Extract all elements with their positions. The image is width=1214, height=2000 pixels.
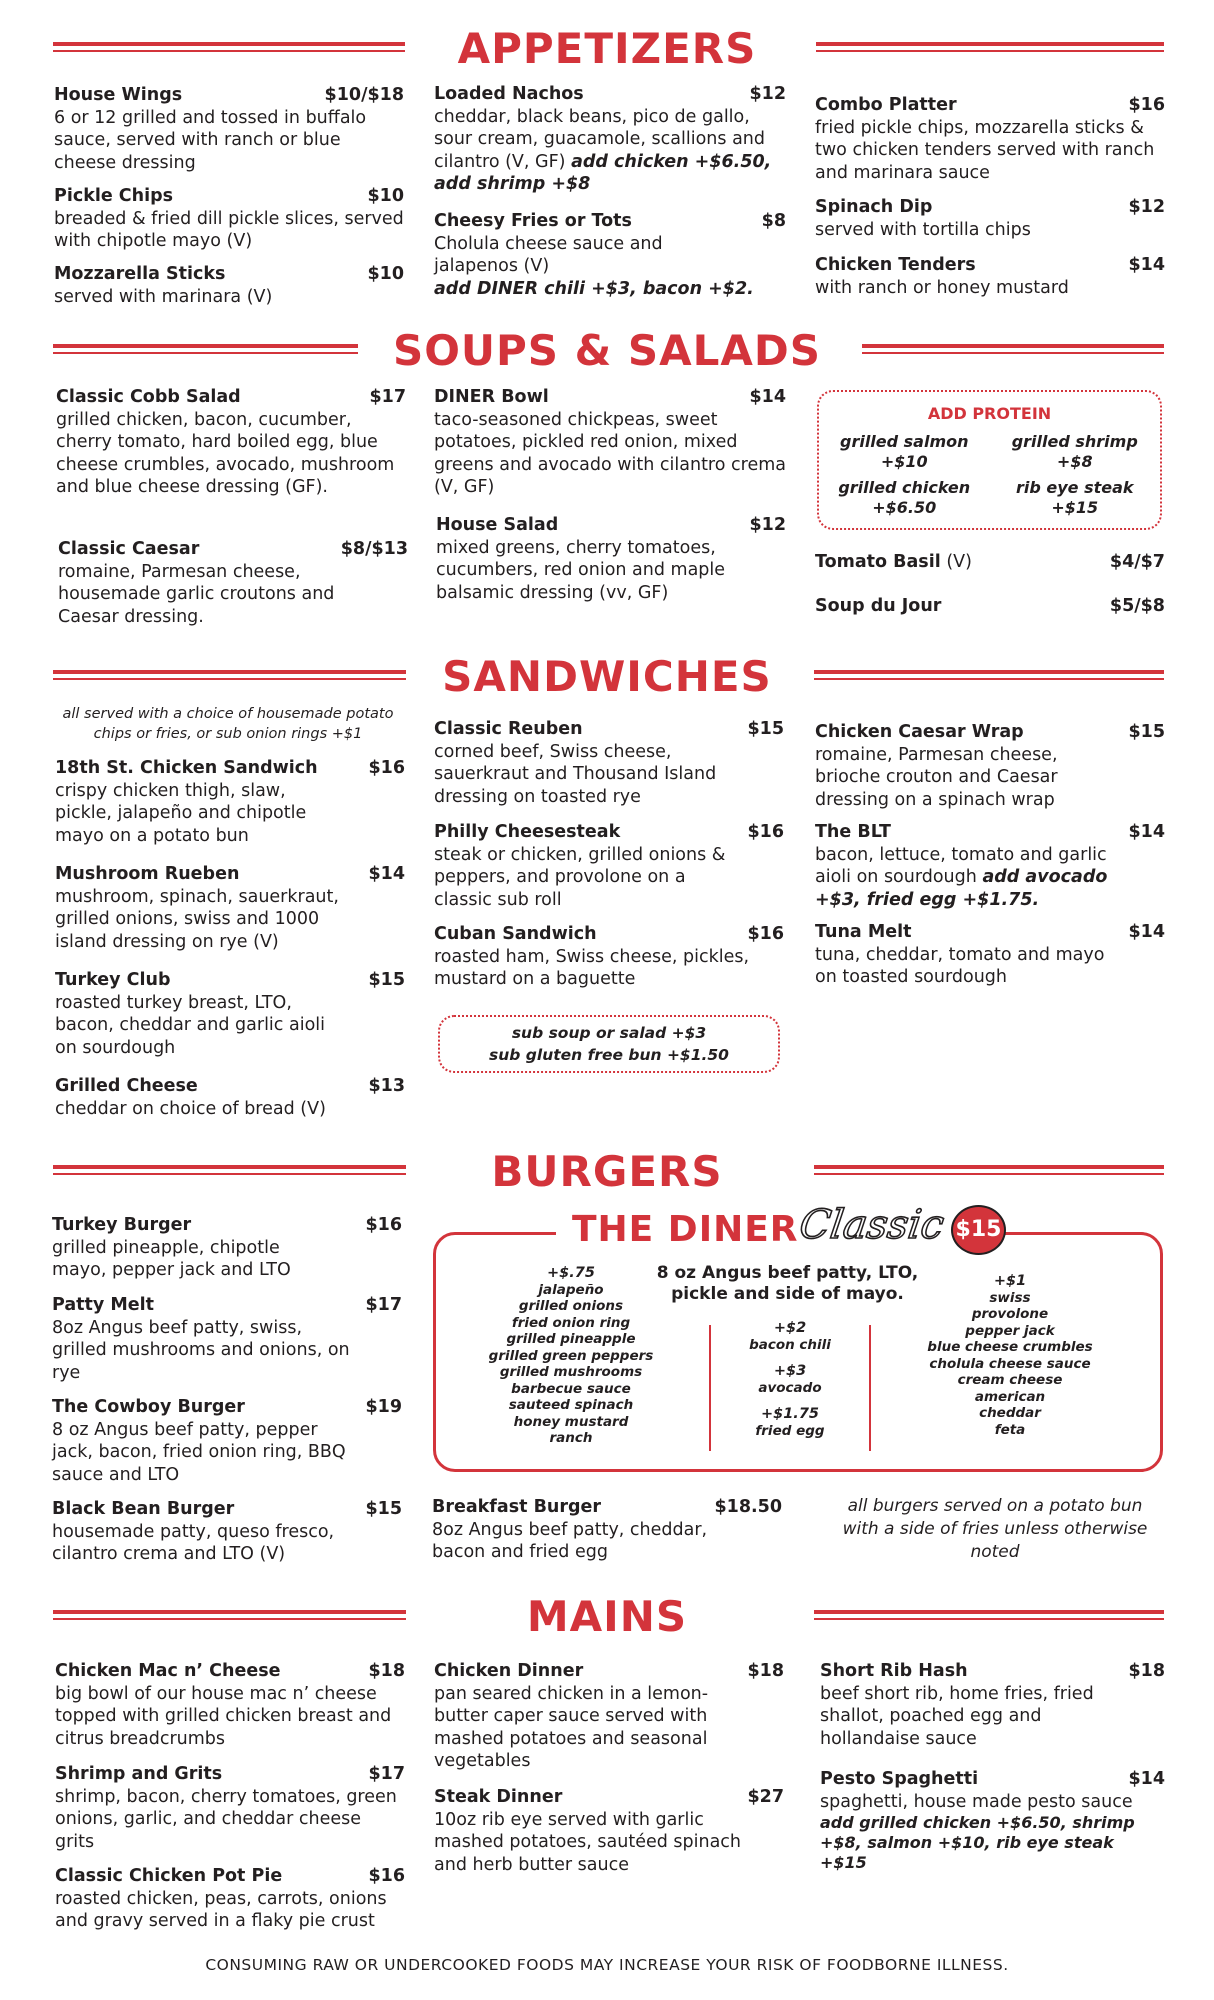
add-protein-box [817,390,1162,530]
menu-item-caesar-wrap [815,721,1165,811]
menu-item-18th-chicken [55,757,405,847]
item-name: Loaded Nachos [434,84,584,104]
item-price: $16 [365,1215,402,1235]
item-price: $18 [368,1661,405,1681]
item-name: Spinach Dip [815,197,933,217]
item-desc: served with marinara (V) [54,286,273,307]
item-name: Philly Cheesesteak [434,822,621,842]
sub-soup-salad: sub soup or salad +$3 [511,1024,707,1042]
item-desc: beef short rib, home fries, fried shallot, poached egg and hollandaise sauce [820,1683,1094,1749]
item-desc: housemade patty, queso fresco, cilantro crema and LTO (V) [52,1521,335,1564]
menu-item-philly [434,821,784,911]
item-name: House Salad [436,515,559,535]
menu-item-pesto-spaghetti [820,1768,1165,1873]
menu-item-classic-caesar [58,538,408,628]
item-price: $10/$18 [324,85,404,105]
item-name: Tuna Melt [815,922,912,942]
item-name: Turkey Club [55,970,171,990]
soups-title: SOUPS & SALADS [392,326,822,375]
burgers-header [0,1147,1214,1207]
sandwiches-title: SANDWICHES [442,652,772,701]
item-price: $16 [747,924,784,944]
item-desc: cheddar on choice of bread (V) [55,1098,326,1119]
mains-header [0,1592,1214,1652]
sandwiches-header [0,652,1214,712]
item-desc: roasted turkey breast, LTO, bacon, cheddar and garlic aioli on sourdough [55,992,325,1058]
item-name: Patty Melt [52,1295,155,1315]
item-desc: with ranch or honey mustard [815,277,1069,298]
menu-item-classic-reuben [434,718,784,808]
item-name: Chicken Caesar Wrap [815,722,1024,742]
header-rule-right [816,42,1164,52]
item-name: Grilled Cheese [55,1076,198,1096]
menu-item-combo-platter [815,94,1165,184]
item-name: Cuban Sandwich [434,924,597,944]
menu-item-pickle-chips [54,185,404,253]
item-desc: shrimp, bacon, cherry tomatoes, green onions, garlic, and cheddar cheese grits [55,1786,397,1852]
item-price: $27 [747,1787,784,1807]
menu-item-steak-dinner [434,1786,784,1876]
item-price: $17 [368,1764,405,1784]
protein-ribeye: rib eye steak +$15 [1015,478,1134,517]
item-desc: cheddar, black beans, pico de gallo, sour cream, guacamole, scallions and cilantro (V, GF) [434,106,765,172]
item-name: The BLT [815,822,891,842]
item-name: Mushroom Rueben [55,864,240,884]
item-desc: mixed greens, cherry tomatoes, cucumbers, red onion and maple balsamic dressing (vv, GF) [436,537,726,603]
item-name: 18th St. Chicken Sandwich [55,758,318,778]
item-desc: crispy chicken thigh, slaw, pickle, jalapeño and chipotle mayo on a potato bun [55,780,307,846]
menu-item-grilled-cheese [55,1075,405,1120]
item-name: Breakfast Burger [432,1497,602,1517]
menu-item-mushroom-rueben [55,863,405,953]
item-name: Combo Platter [815,95,957,115]
classic-desc: 8 oz Angus beef patty, LTO, pickle and side of mayo. [656,1263,919,1304]
menu-item-diner-bowl [434,386,786,499]
item-desc: fried pickle chips, mozzarella sticks & two chicken tenders served with ranch and marinara sauce [815,117,1155,183]
diner-classic-title: THE DINER [572,1209,799,1250]
menu-item-cobb-salad [56,386,406,499]
appetizers-header [0,24,1214,84]
mains-title: MAINS [526,1592,688,1641]
item-desc: romaine, Parmesan cheese, brioche crouton and Caesar dressing on a spinach wrap [815,744,1058,810]
item-price: $16 [747,822,784,842]
header-rule-right [814,1610,1164,1620]
menu-item-blt [815,821,1165,911]
item-desc: tuna, cheddar, tomato and mayo on toasted sourdough [815,944,1105,987]
item-desc: roasted chicken, peas, carrots, onions and gravy served in a flaky pie crust [55,1888,387,1931]
item-desc: 8 oz Angus beef patty, pepper jack, bacon, fried onion ring, BBQ sauce and LTO [52,1419,346,1485]
item-price: $8 [761,211,786,231]
item-extras: add DINER chili +$3, bacon +$2. [434,278,754,299]
item-price: $12 [1128,197,1165,217]
item-price: $10 [367,264,404,284]
item-price: $19 [365,1397,402,1417]
classic-col1: +$.75 jalapeño grilled onions fried onion ring grilled pineapple grilled green peppers grilled mushrooms barbecue sauce sauteed spinach honey mustard ranch [476,1265,666,1447]
item-desc: taco-seasoned chickpeas, sweet potatoes, pickled red onion, mixed greens and avocado with cilantro crema (V, GF) [434,409,786,497]
protein-chicken: grilled chicken +$6.50 [838,478,971,517]
item-price: $14 [1128,255,1165,275]
item-name: The Cowboy Burger [52,1397,245,1417]
item-price: $16 [368,758,405,778]
item-name: Pickle Chips [54,186,174,206]
item-price: $12 [749,84,786,104]
item-name: Classic Chicken Pot Pie [55,1866,283,1886]
item-price: $18 [747,1661,784,1681]
item-name: Steak Dinner [434,1787,563,1807]
menu-item-breakfast-burger [432,1496,782,1564]
menu-item-chicken-dinner [434,1660,784,1773]
item-name: Cheesy Fries or Tots [434,211,632,231]
item-desc: corned beef, Swiss cheese, sauerkraut and Thousand Island dressing on toasted rye [434,741,717,807]
item-desc: 8oz Angus beef patty, cheddar, bacon and fried egg [432,1519,708,1562]
item-price: $14 [1128,1769,1165,1789]
menu-item-cheesy-fries [434,210,786,300]
item-desc: Cholula cheese sauce and jalapenos (V) [434,233,663,276]
menu-item-patty-melt [52,1294,402,1384]
item-price: $4/$7 [1109,552,1165,572]
item-price: $15 [747,719,784,739]
menu-item-loaded-nachos [434,83,786,196]
item-desc: steak or chicken, grilled onions & peppers, and provolone on a classic sub roll [434,844,726,910]
menu-item-black-bean-burger [52,1498,402,1566]
item-desc: mushroom, spinach, sauerkraut, grilled onions, swiss and 1000 island dressing on rye (V) [55,886,339,952]
item-price: $15 [1128,722,1165,742]
col1-price: +$.75 [547,1265,595,1281]
burgers-note: all burgers served on a potato bun with a side of fries unless otherwise noted [842,1496,1148,1562]
menu-item-short-rib-hash [820,1660,1165,1750]
item-desc: bacon, lettuce, tomato and garlic aioli on sourdough [815,844,1107,887]
item-desc: 8oz Angus beef patty, swiss, grilled mushrooms and onions, on rye [52,1317,350,1383]
item-price: $12 [749,515,786,535]
appetizers-title: APPETIZERS [457,24,757,73]
classic-price-badge: $15 [951,1205,1006,1255]
item-desc: pan seared chicken in a lemon-butter caper sauce served with mashed potatoes and seasonal vegetables [434,1683,709,1771]
item-extras: add avocado +$3, fried egg +$1.75. [815,867,1108,910]
sandwiches-note: all served with a choice of housemade potato chips or fries, or sub onion rings +$1 [62,706,394,742]
item-desc: big bowl of our house mac n’ cheese topped with grilled chicken breast and citrus breadcrumbs [55,1683,392,1749]
item-price: $15 [368,970,405,990]
sub-options-box [438,1015,780,1073]
add-protein-title: ADD PROTEIN [927,404,1052,423]
item-name: Mozzarella Sticks [54,264,226,284]
item-price: $16 [1128,95,1165,115]
menu-item-tuna-melt [815,921,1165,989]
menu-item-house-salad [436,514,786,604]
protein-shrimp: grilled shrimp +$8 [1011,432,1138,471]
item-desc: spaghetti, house made pesto sauce [820,1791,1133,1812]
divider-right [869,1325,871,1451]
item-tag: (V) [946,552,972,572]
menu-item-spinach-dip [815,196,1165,241]
item-name: Chicken Mac n’ Cheese [55,1661,281,1681]
item-price: $10 [367,186,404,206]
item-name: Tomato Basil [815,552,941,572]
header-rule-right [814,1165,1164,1175]
divider-left [709,1325,711,1451]
item-desc: 10oz rib eye served with garlic mashed potatoes, sautéed spinach and herb butter sauce [434,1809,742,1875]
item-name: Pesto Spaghetti [820,1769,979,1789]
item-name: House Wings [54,85,183,105]
item-desc: served with tortilla chips [815,219,1031,240]
classic-col2: +$2 bacon chili +$3 avocado +$1.75 fried egg [749,1320,831,1439]
menu-item-chicken-tenders [815,254,1165,299]
item-name: Soup du Jour [815,596,942,616]
item-price: $15 [365,1499,402,1519]
soups-header [0,326,1214,386]
item-name: Black Bean Burger [52,1499,235,1519]
item-desc: roasted ham, Swiss cheese, pickles, mustard on a baguette [434,946,750,989]
classic-col3: +$1 swiss provolone pepper jack blue cheese crumbles cholula cheese sauce cream cheese american cheddar feta [905,1273,1115,1438]
item-desc: grilled pineapple, chipotle mayo, pepper jack and LTO [52,1237,291,1280]
header-rule-right [862,344,1164,354]
item-price: $17 [365,1295,402,1315]
item-name: Shrimp and Grits [55,1764,223,1784]
item-name: Classic Reuben [434,719,583,739]
burgers-title: BURGERS [491,1147,723,1196]
item-price: $14 [749,387,786,407]
menu-item-shrimp-grits [55,1763,405,1853]
item-price: $18 [1128,1661,1165,1681]
item-price: $18.50 [714,1497,782,1517]
item-desc: romaine, Parmesan cheese, housemade garlic croutons and Caesar dressing. [58,561,335,627]
item-name: DINER Bowl [434,387,549,407]
item-price: $14 [1128,822,1165,842]
foodborne-disclaimer: CONSUMING RAW OR UNDERCOOKED FOODS MAY INCREASE YOUR RISK OF FOODBORNE ILLNESS. [205,1956,1009,1974]
menu-item-turkey-burger [52,1214,402,1282]
item-extras: add chicken +$6.50, add shrimp +$8 [434,151,772,194]
item-price: $13 [368,1076,405,1096]
item-price: $17 [369,387,406,407]
header-rule-right [814,670,1164,680]
menu-item-cuban [434,923,784,991]
item-desc: breaded & fried dill pickle slices, served with chipotle mayo (V) [54,208,404,251]
item-price: $16 [368,1866,405,1886]
item-desc: grilled chicken, bacon, cucumber, cherry tomato, hard boiled egg, blue cheese crumbles, avocado, mushroom and blue cheese dressing (GF). [56,409,395,497]
item-price: $8/$13 [340,539,408,559]
item-name: Classic Caesar [58,539,200,559]
menu-item-mozzarella-sticks [54,263,404,308]
classic-script: Classic [796,1202,947,1248]
item-desc: 6 or 12 grilled and tossed in buffalo sauce, served with ranch or blue cheese dressing [54,107,367,173]
item-price: $14 [368,864,405,884]
item-name: Chicken Dinner [434,1661,584,1681]
sub-gluten-free: sub gluten free bun +$1.50 [489,1046,729,1064]
menu-item-house-wings [54,84,404,174]
item-name: Turkey Burger [52,1215,192,1235]
menu-item-tomato-basil [815,551,1165,574]
item-extras: add grilled chicken +$6.50, shrimp +$8, salmon +$10, rib eye steak +$15 [820,1813,1135,1872]
menu-item-turkey-club [55,969,405,1059]
item-price: $5/$8 [1109,596,1165,616]
item-price: $14 [1128,922,1165,942]
menu-item-pot-pie [55,1865,405,1933]
item-name: Classic Cobb Salad [56,387,241,407]
item-name: Chicken Tenders [815,255,976,275]
menu-item-cowboy-burger [52,1396,402,1486]
protein-salmon: grilled salmon +$10 [839,432,969,471]
col3-price: +$1 [993,1273,1027,1289]
item-name: Short Rib Hash [820,1661,968,1681]
menu-item-soup-du-jour [815,595,1165,618]
menu-item-chicken-mac [55,1660,405,1750]
